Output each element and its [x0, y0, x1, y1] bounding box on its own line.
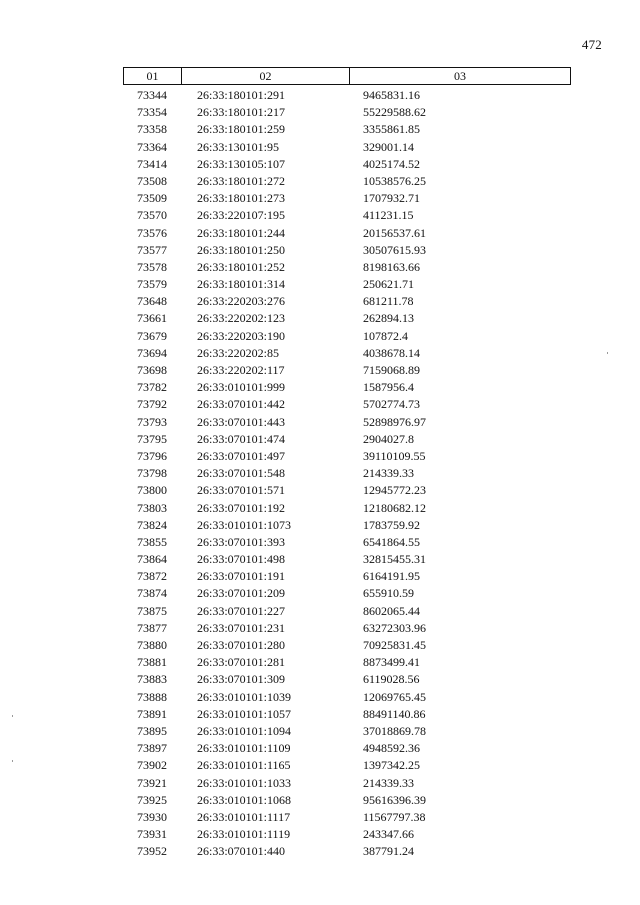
table-row [123, 173, 571, 190]
table-cell-col-02: 26:33:010101:1165 [197, 758, 291, 773]
table-cell-col-01: 73570 [137, 208, 167, 223]
table-cell-col-02: 26:33:070101:497 [197, 448, 286, 463]
table-cell-col-03: 4025174.52 [363, 156, 420, 171]
table-cell-col-01: 73679 [137, 328, 167, 343]
table-cell-col-02: 26:33:070101:309 [197, 672, 286, 687]
table-row [123, 379, 571, 396]
table-header [123, 67, 571, 85]
table-cell-col-03: 20156537.61 [363, 225, 426, 240]
table-cell-col-02: 26:33:070101:474 [197, 431, 286, 446]
table-cell-col-03: 8602065.44 [363, 603, 420, 618]
table-cell-col-02: 26:33:070101:280 [197, 638, 286, 652]
table-cell-col-01: 73358 [137, 122, 167, 137]
header-col-03: 03 [454, 69, 466, 83]
table-cell-col-03: 3355861.85 [363, 122, 420, 137]
table-cell-col-01: 73576 [137, 225, 167, 240]
table-cell-col-01: 73872 [137, 569, 167, 584]
table-row [123, 448, 571, 465]
table-cell-col-03: 6164191.95 [363, 569, 420, 584]
table-cell-col-03: 95616396.39 [363, 792, 426, 807]
table-cell-col-01: 73661 [137, 311, 167, 326]
header-col-01: 01 [124, 68, 182, 84]
table-row [123, 104, 571, 121]
table-row [123, 121, 571, 138]
table-cell-col-01: 73875 [137, 603, 167, 618]
table-row [123, 740, 571, 757]
table-cell-col-02: 26:33:070101:442 [197, 397, 286, 412]
table-cell-col-02: 26:33:180101:244 [197, 225, 286, 240]
table-body [123, 87, 571, 860]
table-cell-col-01: 73577 [137, 242, 167, 257]
scan-speck [12, 760, 13, 762]
table-cell-col-02: 26:33:070101:227 [197, 603, 286, 618]
table-row [123, 723, 571, 740]
table-cell-col-03: 387791.24 [363, 844, 414, 859]
table-cell-col-02: 26:33:010101:1109 [197, 741, 291, 756]
table-cell-col-01: 73800 [137, 483, 167, 498]
table-cell-col-02: 26:33:010101:999 [197, 380, 286, 395]
table-cell-col-03: 655910.59 [363, 586, 414, 601]
table-cell-col-02: 26:33:220203:190 [197, 328, 286, 343]
data-table [123, 67, 571, 860]
table-cell-col-02: 26:33:010101:1033 [197, 775, 292, 790]
table-cell-col-01: 73925 [137, 792, 167, 807]
table-cell-col-03: 8873499.41 [363, 655, 420, 670]
table-row [123, 585, 571, 602]
table-cell-col-02: 26:33:070101:498 [197, 552, 286, 567]
table-cell-col-03: 329001.14 [363, 139, 414, 154]
table-cell-col-01: 73864 [137, 552, 167, 567]
table-cell-col-01: 73891 [137, 706, 167, 721]
table-cell-col-02: 26:33:070101:571 [197, 483, 286, 498]
table-cell-col-02: 26:33:070101:192 [197, 500, 286, 515]
table-row [123, 328, 571, 345]
table-cell-col-01: 73579 [137, 277, 167, 292]
table-cell-col-03: 6541864.55 [363, 534, 420, 549]
table-cell-col-02: 26:33:180101:252 [197, 259, 286, 274]
table-row [123, 620, 571, 637]
table-row [123, 568, 571, 585]
table-row [123, 87, 571, 104]
table-cell-col-01: 73782 [137, 380, 167, 395]
table-cell-col-02: 26:33:180101:314 [197, 277, 286, 292]
table-cell-col-02: 26:33:070101:209 [197, 586, 286, 601]
table-cell-col-01: 73508 [137, 173, 167, 188]
table-cell-col-03: 55229588.62 [363, 105, 426, 120]
page-number: 472 [581, 37, 602, 52]
table-cell-col-02: 26:33:070101:548 [197, 466, 286, 481]
table-cell-col-03: 243347.66 [363, 827, 414, 842]
table-row [123, 139, 571, 156]
table-cell-col-03: 250621.71 [363, 277, 414, 292]
table-row [123, 671, 571, 688]
table-cell-col-03: 681211.78 [363, 294, 414, 309]
table-cell-col-03: 1587956.4 [363, 380, 414, 395]
table-row [123, 706, 571, 723]
table-cell-col-03: 4948592.36 [363, 741, 420, 756]
table-cell-col-02: 26:33:130105:107 [197, 156, 286, 171]
table-cell-col-01: 73895 [137, 723, 167, 738]
table-row [123, 534, 571, 551]
table-cell-col-03: 1397342.25 [363, 758, 420, 773]
table-cell-col-01: 73509 [137, 191, 167, 206]
table-cell-col-03: 262894.13 [363, 311, 414, 326]
table-cell-col-01: 73930 [137, 809, 167, 824]
table-row [123, 826, 571, 843]
table-row [123, 293, 571, 310]
table-row [123, 792, 571, 809]
table-cell-col-03: 5702774.73 [363, 397, 420, 412]
table-cell-col-01: 73880 [137, 638, 167, 652]
table-row [123, 500, 571, 517]
table-cell-col-03: 6119028.56 [363, 672, 420, 687]
table-cell-col-01: 73883 [137, 672, 167, 687]
table-row [123, 843, 571, 860]
table-cell-col-03: 2904027.8 [363, 431, 414, 446]
table-cell-col-02: 26:33:010101:1057 [197, 706, 292, 721]
table-cell-col-02: 26:33:010101:1094 [197, 723, 292, 738]
table-cell-col-03: 411231.15 [363, 208, 414, 223]
table-cell-col-03: 88491140.86 [363, 706, 426, 721]
table-cell-col-01: 73698 [137, 363, 167, 377]
table-cell-col-03: 12180682.12 [363, 500, 426, 515]
table-cell-col-02: 26:33:010101:1068 [197, 792, 292, 807]
table-row [123, 396, 571, 413]
table-row [123, 517, 571, 534]
table-cell-col-02: 26:33:070101:191 [197, 569, 286, 584]
table-cell-col-02: 26:33:010101:1073 [197, 517, 292, 532]
table-cell-col-01: 73694 [137, 345, 167, 360]
table-cell-col-02: 26:33:180101:259 [197, 122, 286, 137]
table-row [123, 809, 571, 826]
table-cell-col-03: 37018869.78 [363, 723, 426, 738]
table-cell-col-01: 73888 [137, 689, 167, 704]
table-row [123, 225, 571, 242]
table-cell-col-02: 26:33:220202:85 [197, 345, 280, 360]
scan-speck [12, 715, 13, 717]
table-cell-col-03: 52898976.97 [363, 414, 426, 429]
table-cell-col-02: 26:33:130101:95 [197, 139, 280, 154]
table-cell-col-02: 26:33:220203:276 [197, 294, 286, 309]
table-cell-col-03: 32815455.31 [363, 552, 426, 567]
table-cell-col-03: 214339.33 [363, 466, 414, 481]
scan-speck [607, 352, 608, 354]
table-row [123, 207, 571, 224]
table-cell-col-02: 26:33:180101:250 [197, 242, 286, 257]
table-cell-col-01: 73578 [137, 259, 167, 274]
table-cell-col-03: 39110109.55 [363, 448, 426, 463]
table-cell-col-01: 73824 [137, 517, 167, 532]
table-cell-col-01: 73902 [137, 758, 167, 773]
header-col-02: 02 [182, 68, 350, 84]
table-row [123, 551, 571, 568]
table-cell-col-02: 26:33:010101:1119 [197, 827, 291, 842]
table-cell-col-03: 1783759.92 [363, 517, 420, 532]
table-cell-col-02: 26:33:070101:393 [197, 534, 286, 549]
table-cell-col-01: 73877 [137, 620, 167, 635]
table-row [123, 414, 571, 431]
table-cell-col-01: 73921 [137, 775, 167, 790]
table-cell-col-02: 26:33:180101:291 [197, 88, 286, 102]
table-cell-col-01: 73803 [137, 500, 167, 515]
table-row [123, 190, 571, 207]
table-cell-col-01: 73798 [137, 466, 167, 481]
table-cell-col-02: 26:33:220202:123 [197, 311, 286, 326]
table-cell-col-01: 73354 [137, 105, 167, 120]
table-cell-col-03: 1707932.71 [363, 191, 420, 206]
table-row [123, 259, 571, 276]
table-cell-col-02: 26:33:010101:1039 [197, 689, 292, 704]
table-row [123, 775, 571, 792]
table-row [123, 310, 571, 327]
table-cell-col-03: 10538576.25 [363, 173, 426, 188]
table-cell-col-03: 4038678.14 [363, 345, 420, 360]
table-cell-col-01: 73897 [137, 741, 167, 756]
table-cell-col-02: 26:33:180101:217 [197, 105, 286, 120]
table-cell-col-02: 26:33:070101:281 [197, 655, 286, 670]
table-cell-col-01: 73414 [137, 156, 167, 171]
table-cell-col-03: 107872.4 [363, 328, 408, 343]
table-cell-col-02: 26:33:220107:195 [197, 208, 286, 223]
table-cell-col-03: 214339.33 [363, 775, 414, 790]
table-cell-col-03: 63272303.96 [363, 620, 426, 635]
table-cell-col-02: 26:33:070101:440 [197, 844, 286, 859]
table-row [123, 276, 571, 293]
table-cell-col-01: 73648 [137, 294, 167, 309]
table-row [123, 345, 571, 362]
table-row [123, 689, 571, 706]
table-row [123, 654, 571, 671]
table-cell-col-03: 8198163.66 [363, 259, 420, 274]
table-row [123, 156, 571, 173]
table-cell-col-03: 7159068.89 [363, 363, 420, 377]
table-row [123, 242, 571, 259]
table-row [123, 431, 571, 448]
table-cell-col-03: 12069765.45 [363, 689, 426, 704]
table-cell-col-01: 73874 [137, 586, 167, 601]
table-row [123, 465, 571, 482]
table-cell-col-02: 26:33:180101:273 [197, 191, 286, 206]
table-cell-col-01: 73792 [137, 397, 167, 412]
table-cell-col-02: 26:33:220202:117 [197, 363, 285, 377]
table-cell-col-01: 73881 [137, 655, 167, 670]
table-row [123, 757, 571, 774]
table-cell-col-01: 73793 [137, 414, 167, 429]
table-cell-col-02: 26:33:070101:231 [197, 620, 286, 635]
table-cell-col-03: 11567797.38 [363, 809, 426, 824]
table-cell-col-01: 73855 [137, 534, 167, 549]
table-cell-col-01: 73344 [137, 88, 167, 102]
table-row [123, 362, 571, 379]
table-cell-col-01: 73364 [137, 139, 167, 154]
table-cell-col-03: 9465831.16 [363, 88, 420, 102]
table-cell-col-03: 12945772.23 [363, 483, 426, 498]
table-cell-col-03: 70925831.45 [363, 638, 426, 652]
table-cell-col-01: 73795 [137, 431, 167, 446]
table-row [123, 637, 571, 654]
table-cell-col-02: 26:33:010101:1117 [197, 809, 291, 824]
table-cell-col-02: 26:33:070101:443 [197, 414, 286, 429]
table-row [123, 603, 571, 620]
table-cell-col-01: 73796 [137, 448, 167, 463]
table-row [123, 482, 571, 499]
table-cell-col-02: 26:33:180101:272 [197, 173, 286, 188]
table-cell-col-03: 30507615.93 [363, 242, 426, 257]
table-cell-col-01: 73952 [137, 844, 167, 859]
table-cell-col-01: 73931 [137, 827, 167, 842]
